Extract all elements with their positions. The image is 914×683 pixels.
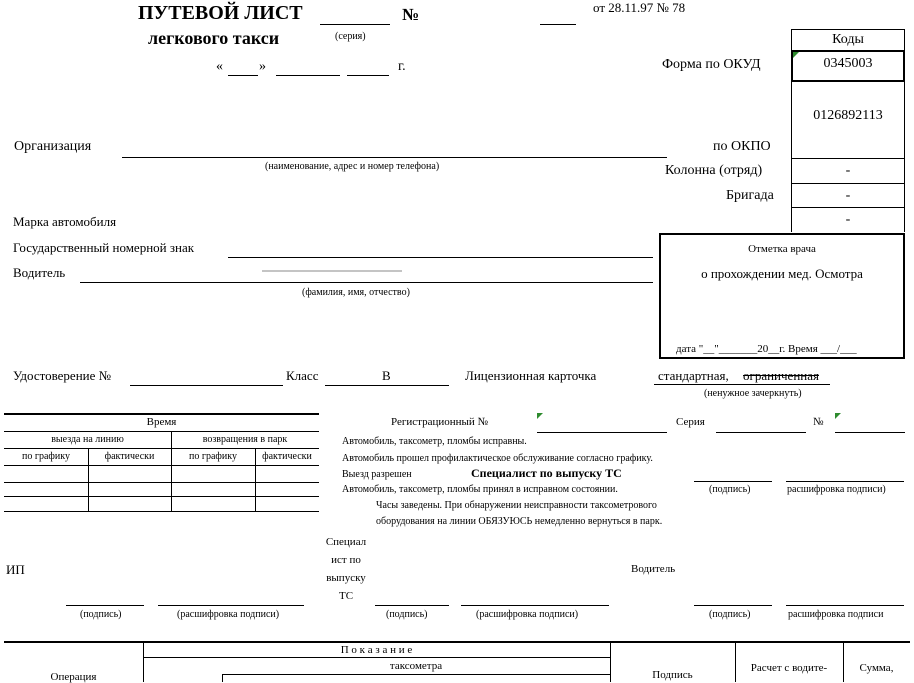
bottom-table-top [4, 641, 910, 643]
okpo-label: по ОКПО [713, 139, 771, 154]
specialist-stack-4: ТС [338, 590, 354, 602]
class-line [325, 385, 449, 386]
column-label: Колонна (отряд) [665, 163, 763, 178]
sign-driver-label: Водитель [631, 563, 676, 575]
bottom-row-line1 [143, 657, 610, 658]
number-line [540, 24, 576, 25]
card-line [654, 384, 830, 385]
checks-signature-caption: (подпись) [709, 484, 751, 495]
registration-series-line [716, 432, 806, 433]
time-table-line4 [4, 482, 319, 483]
bottom-taximeter: таксометра [389, 660, 443, 672]
time-table-line3 [4, 465, 319, 466]
okpo-value: 0126892113 [813, 108, 883, 123]
departure-allowed: Выезд разрешен [342, 469, 412, 480]
form-order: от 28.11.97 № 78 [593, 0, 686, 15]
driver-line [80, 282, 653, 283]
bottom-col-5 [222, 674, 223, 682]
registration-line [537, 432, 667, 433]
plate-label: Государственный номерной знак [13, 240, 195, 255]
time-by-schedule2: по графику [189, 451, 237, 462]
okud-value: 0345003 [823, 56, 873, 71]
card-limited: ограниченная [743, 368, 819, 383]
brigade-label: Бригада [726, 188, 774, 203]
date-day-line [228, 75, 258, 76]
time-table-top [4, 413, 319, 415]
dec3-line [786, 605, 904, 606]
dec2-line [461, 605, 609, 606]
check-line2: Автомобиль прошел профилактическое обслуживание согласно графику. [342, 453, 653, 464]
codes-row-line2 [791, 183, 905, 184]
codes-right-border [904, 81, 905, 232]
registration-number-sign: № [813, 416, 824, 428]
cert-label: Удостоверение № [13, 368, 112, 383]
driver-label: Водитель [13, 265, 66, 280]
time-table-col3 [255, 448, 256, 511]
time-table-bottom [4, 511, 319, 512]
time-header: Время [146, 416, 177, 428]
date-year-suffix: г. [398, 59, 406, 74]
organization-label: Организация [14, 139, 92, 154]
time-departure: выезда на линию [51, 434, 124, 445]
title-line1: ПУТЕВОЙ ЛИСТ [138, 2, 303, 24]
title-number-sign: № [402, 5, 420, 24]
check-line4: Часы заведены. При обнаружении неисправности таксометрового [376, 500, 657, 511]
specialist-stack-2: ист по [331, 554, 361, 566]
brand-label: Марка автомобиля [13, 214, 117, 229]
check-line3: Автомобиль, таксометр, пломбы принял в исправном состоянии. [342, 484, 618, 495]
time-actual2: фактически [262, 451, 312, 462]
time-actual: фактически [104, 451, 155, 462]
sig2-caption: (подпись) [386, 609, 428, 620]
doctor-date-line: дата "__"_______20__г. Время ___/___ [676, 343, 857, 355]
class-value: В [382, 368, 391, 383]
okud-label: Форма по ОКУД [662, 57, 761, 72]
bottom-calc: Расчет с водите- [750, 662, 828, 674]
time-table-line2 [4, 448, 319, 449]
codes-left-border [791, 81, 792, 232]
registration-number-mark [835, 413, 841, 419]
plate-line [228, 257, 653, 258]
time-return: возвращения в парк [202, 434, 288, 445]
date-year-line [347, 75, 389, 76]
specialist-stack-3: выпуску [326, 572, 366, 584]
registration-label: Регистрационный № [391, 416, 489, 428]
series-caption: (серия) [335, 31, 366, 42]
series-line [320, 24, 390, 25]
dec3-caption: расшифровка подписи [788, 609, 884, 620]
class-label: Класс [286, 368, 319, 383]
ip-label: ИП [6, 562, 25, 577]
card-caption: (ненужное зачеркнуть) [704, 388, 802, 399]
organization-line [122, 157, 667, 158]
check-line5: оборудования на линии ОБЯЗУЮСЬ немедленно вернуться в парк. [376, 516, 663, 527]
sig1-line [66, 605, 144, 606]
bottom-operation: Операция [50, 671, 97, 683]
title-line2: легкового такси [148, 28, 280, 48]
registration-mark [537, 413, 543, 419]
sig1-caption: (подпись) [80, 609, 122, 620]
dec1-caption: (расшифровка подписи) [177, 609, 280, 620]
date-month-line [276, 75, 340, 76]
dec2-caption: (расшифровка подписи) [476, 609, 579, 620]
specialist-title: Специалист по выпуску ТС [471, 466, 622, 480]
bottom-readings: П о к а з а н и е [340, 644, 413, 656]
codes-row-line1 [791, 158, 905, 159]
bottom-sum: Сумма, [859, 662, 894, 674]
doctor-title: Отметка врача [748, 243, 816, 255]
brigade-value: - [845, 188, 851, 203]
column-value: - [845, 163, 851, 178]
bottom-row-line2 [222, 674, 610, 675]
codes-row-line3 [791, 207, 905, 208]
date-quote-close: » [259, 59, 266, 74]
driver-caption: (фамилия, имя, отчество) [302, 287, 410, 298]
sig2-line [375, 605, 449, 606]
registration-series-label: Серия [676, 416, 705, 428]
specialist-stack-1: Специал [325, 536, 367, 548]
green-mark [793, 52, 799, 58]
checks-decoding-line [786, 481, 904, 482]
card-label: Лицензионная карточка [465, 368, 597, 383]
time-table-col1 [88, 448, 89, 511]
time-by-schedule: по графику [22, 451, 70, 462]
driver-redacted [262, 270, 402, 272]
organization-caption: (наименование, адрес и номер телефона) [265, 161, 440, 172]
doctor-subtitle: о прохождении мед. Осмотра [701, 266, 863, 281]
date-quote-open: « [216, 59, 223, 74]
checks-decoding-caption: расшифровка подписи) [787, 484, 886, 495]
time-table-line1 [4, 431, 319, 432]
extra-value: - [845, 212, 851, 227]
time-table-line5 [4, 496, 319, 497]
bottom-signature: Подпись [652, 669, 693, 681]
dec1-line [158, 605, 304, 606]
registration-number-line [835, 432, 905, 433]
codes-header: Коды [832, 32, 864, 47]
sig3-line [694, 605, 772, 606]
sig3-caption: (подпись) [709, 609, 751, 620]
checks-sign-line [694, 481, 772, 482]
check-line1: Автомобиль, таксометр, пломбы исправны. [342, 436, 527, 447]
card-standard: стандартная, [658, 368, 729, 383]
cert-line [130, 385, 283, 386]
time-table-split [171, 431, 172, 511]
